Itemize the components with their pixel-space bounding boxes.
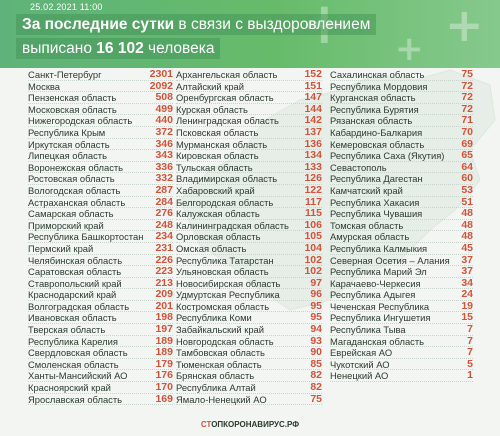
region-name: Республика Бурятия — [330, 103, 419, 115]
region-row — [176, 220, 322, 232]
region-name: Алтайский край — [176, 80, 244, 92]
region-name: Республика Тыва — [330, 324, 406, 336]
recovered-count: 115 — [305, 207, 322, 220]
recovered-count: 53 — [461, 183, 473, 196]
region-name: Брянская область — [176, 370, 255, 382]
recovered-count: 97 — [310, 276, 322, 289]
recovered-count: 189 — [155, 334, 173, 347]
recovered-count: 105 — [304, 230, 322, 243]
region-name: Белгородская область — [176, 196, 274, 208]
region-row — [28, 81, 173, 93]
region-row — [330, 139, 473, 151]
recovered-count: 276 — [155, 207, 173, 220]
recovered-count: 440 — [155, 114, 173, 127]
region-name: Тюменская область — [176, 358, 262, 370]
region-row — [176, 255, 322, 267]
region-row — [176, 324, 322, 336]
region-name: Чукотский АО — [330, 358, 390, 370]
region-name: Республика Карелия — [28, 335, 118, 347]
recovered-count: 7 — [467, 346, 473, 359]
region-row — [330, 289, 473, 301]
region-row — [28, 139, 173, 151]
region-name: Волгоградская область — [28, 300, 130, 312]
recovered-count: 104 — [304, 241, 322, 254]
region-name: Карачаево-Черкесия — [330, 277, 421, 289]
recovered-count: 134 — [304, 149, 322, 162]
region-name: Ненецкий АО — [330, 370, 389, 382]
region-name: Республика Ингушетия — [330, 312, 431, 324]
region-row — [330, 312, 473, 324]
region-row — [28, 336, 173, 348]
recovered-count: 82 — [310, 369, 322, 382]
recovered-count: 122 — [304, 183, 322, 196]
recovered-count: 5 — [467, 357, 473, 370]
regions-column-3 — [330, 69, 473, 382]
region-row — [176, 162, 322, 174]
region-row — [28, 324, 173, 336]
recovered-count: 136 — [304, 137, 322, 150]
region-row — [176, 69, 322, 81]
region-name: Республика Хакасия — [330, 196, 420, 208]
region-row — [176, 266, 322, 278]
recovered-count: 24 — [461, 288, 473, 301]
region-name: Псковская область — [176, 126, 259, 138]
region-row — [28, 347, 173, 359]
regions-column-2 — [176, 69, 322, 405]
region-name: Свердловская область — [28, 347, 128, 359]
recovered-count: 71 — [461, 114, 473, 127]
region-row — [330, 150, 473, 162]
recovered-count: 137 — [304, 125, 322, 138]
recovered-count: 70 — [461, 125, 473, 138]
region-name: Республика Чувашия — [330, 208, 423, 220]
recovered-count: 72 — [461, 91, 473, 104]
recovered-count: 82 — [310, 381, 322, 394]
region-name: Москва — [28, 80, 61, 92]
region-name: Республика Татарстан — [176, 254, 274, 266]
recovered-count: 226 — [155, 253, 173, 266]
region-name: Московская область — [28, 103, 117, 115]
region-row — [176, 185, 322, 197]
region-row — [28, 312, 173, 324]
recovered-count: 147 — [304, 91, 322, 104]
region-name: Самарская область — [28, 208, 114, 220]
region-row — [176, 197, 322, 209]
region-row — [176, 208, 322, 220]
region-name: Республика Адыгея — [330, 289, 416, 301]
recovered-count: 60 — [461, 172, 473, 185]
headline-rest: в связи с выздоровлением — [174, 16, 371, 33]
region-row — [330, 115, 473, 127]
region-name: Санкт-Петербург — [28, 69, 102, 80]
region-row — [28, 197, 173, 209]
recovered-count: 372 — [155, 125, 173, 138]
region-name: Кировская область — [176, 150, 259, 162]
region-row — [330, 243, 473, 255]
region-name: Сахалинская область — [330, 69, 425, 80]
region-row — [176, 370, 322, 382]
footer-logo — [0, 420, 500, 429]
region-name: Республика Калмыкия — [330, 242, 428, 254]
headline-bold: За последние сутки — [22, 16, 175, 33]
region-name: Астраханская область — [28, 196, 126, 208]
recovered-count: 151 — [304, 79, 322, 92]
recovered-count: 45 — [461, 241, 473, 254]
recovered-count: 117 — [305, 195, 322, 208]
region-name: Ивановская область — [28, 312, 117, 324]
recovered-count: 2092 — [149, 79, 173, 92]
recovered-count: 75 — [310, 392, 322, 405]
region-row — [28, 243, 173, 255]
region-name: Калужская область — [176, 208, 260, 220]
region-row — [28, 69, 173, 81]
region-name: Ханты-Мансийский АО — [28, 370, 128, 382]
region-row — [330, 278, 473, 290]
recovered-count: 69 — [461, 137, 473, 150]
recovered-count: 48 — [461, 207, 473, 220]
date-stamp: 25.02.2021 11:00 — [30, 2, 103, 12]
region-name: Севастополь — [330, 161, 387, 173]
region-name: Челябинская область — [28, 254, 123, 266]
region-name: Омская область — [176, 242, 247, 254]
region-name: Удмуртская Республика — [176, 289, 280, 301]
logo-part-1: СТ — [200, 420, 212, 429]
region-row — [176, 150, 322, 162]
recovered-count: 75 — [461, 68, 473, 80]
region-row — [330, 92, 473, 104]
region-row — [176, 301, 322, 313]
region-row — [176, 231, 322, 243]
logo-part-3: КОРОНАВИРУС.РФ — [223, 420, 300, 429]
region-name: Вологодская область — [28, 184, 121, 196]
region-row — [28, 231, 173, 243]
region-name: Новосибирская область — [176, 277, 281, 289]
region-row — [28, 185, 173, 197]
region-name: Смоленская область — [28, 358, 119, 370]
region-name: Ульяновская область — [176, 266, 269, 278]
region-name: Ленинградская область — [176, 115, 279, 127]
recovered-count: 65 — [461, 149, 473, 162]
region-row — [28, 115, 173, 127]
region-name: Пензенская область — [28, 92, 117, 104]
region-row — [330, 255, 473, 267]
logo-part-2: ОП — [211, 420, 224, 429]
recovered-count: 144 — [304, 102, 322, 115]
region-name: Архангельская область — [176, 69, 278, 80]
region-name: Нижегородская область — [28, 115, 133, 127]
recovered-count: 126 — [304, 172, 322, 185]
recovered-count: 7 — [467, 323, 473, 336]
recovered-count: 201 — [155, 299, 173, 312]
region-row — [176, 382, 322, 394]
region-row — [176, 173, 322, 185]
region-row — [176, 347, 322, 359]
recovered-count: 37 — [461, 265, 473, 278]
region-name: Магаданская область — [330, 335, 425, 347]
region-row — [330, 173, 473, 185]
region-row — [28, 173, 173, 185]
recovered-count: 19 — [461, 299, 473, 312]
region-row — [176, 104, 322, 116]
recovered-count: 142 — [304, 114, 322, 127]
region-row — [176, 394, 322, 406]
recovered-count: 1 — [467, 369, 473, 382]
region-name: Ростовская область — [28, 173, 115, 185]
region-row — [330, 336, 473, 348]
plus-decoration-icon: + — [395, 29, 424, 68]
region-name: Чеченская Республика — [330, 300, 430, 312]
recovered-count: 102 — [304, 265, 322, 278]
region-row — [28, 278, 173, 290]
recovered-count: 179 — [155, 357, 173, 370]
headline-line-1 — [16, 14, 376, 35]
region-row — [330, 347, 473, 359]
recovered-count: 34 — [461, 276, 473, 289]
region-row — [330, 197, 473, 209]
recovered-count: 499 — [155, 102, 173, 115]
recovered-count: 94 — [310, 323, 322, 336]
region-row — [330, 324, 473, 336]
region-name: Новгородская область — [176, 335, 274, 347]
region-name: Воронежская область — [28, 161, 124, 173]
region-name: Владимирская область — [176, 173, 278, 185]
recovered-count: 343 — [155, 149, 173, 162]
region-name: Саратовская область — [28, 266, 122, 278]
recovered-count: 106 — [304, 218, 322, 231]
region-row — [176, 336, 322, 348]
region-name: Мурманская область — [176, 138, 268, 150]
recovered-count: 234 — [155, 230, 173, 243]
region-row — [330, 220, 473, 232]
region-name: Еврейская АО — [330, 347, 393, 359]
region-name: Хабаровский край — [176, 184, 255, 196]
region-row — [28, 220, 173, 232]
region-name: Республика Дагестан — [330, 173, 423, 185]
recovered-count: 48 — [461, 230, 473, 243]
region-name: Республика Башкортостан — [28, 231, 144, 243]
region-row — [28, 370, 173, 382]
recovered-count: 332 — [155, 172, 173, 185]
region-row — [330, 208, 473, 220]
recovered-count: 223 — [155, 265, 173, 278]
region-row — [176, 289, 322, 301]
region-name: Ставропольский край — [28, 277, 122, 289]
recovered-count: 508 — [155, 91, 173, 104]
recovered-count: 133 — [304, 160, 322, 173]
headline-pre: выписано — [22, 40, 97, 57]
headline-number: 16 102 — [96, 40, 144, 57]
region-row — [28, 394, 173, 406]
regions-column-1 — [28, 69, 173, 405]
recovered-count: 248 — [155, 218, 173, 231]
recovered-count: 346 — [155, 137, 173, 150]
recovered-count: 284 — [155, 195, 173, 208]
region-row — [28, 266, 173, 278]
region-name: Кабардино-Балкария — [330, 126, 423, 138]
region-row — [330, 104, 473, 116]
recovered-count: 197 — [155, 323, 173, 336]
recovered-count: 37 — [461, 253, 473, 266]
recovered-count: 198 — [155, 311, 173, 324]
region-row — [330, 162, 473, 174]
region-row — [28, 359, 173, 371]
recovered-count: 213 — [155, 276, 173, 289]
region-name: Ямало-Ненецкий АО — [176, 393, 267, 405]
recovered-count: 176 — [155, 369, 173, 382]
region-row — [28, 289, 173, 301]
region-row — [28, 150, 173, 162]
region-name: Амурская область — [330, 231, 410, 243]
region-name: Красноярский край — [28, 382, 111, 394]
plus-decoration-icon: + — [445, 0, 484, 52]
recovered-count: 90 — [310, 346, 322, 359]
recovered-count: 336 — [155, 160, 173, 173]
recovered-count: 231 — [155, 241, 173, 254]
recovered-count: 95 — [310, 299, 322, 312]
region-row — [330, 370, 473, 382]
region-name: Северная Осетия – Алания — [330, 254, 450, 266]
region-row — [28, 127, 173, 139]
recovered-count: 15 — [461, 311, 473, 324]
headline — [16, 14, 376, 62]
region-row — [176, 92, 322, 104]
region-row — [28, 255, 173, 267]
region-row — [176, 139, 322, 151]
region-name: Приморский край — [28, 219, 104, 231]
region-name: Кемеровская область — [330, 138, 425, 150]
region-name: Орловская область — [176, 231, 261, 243]
recovered-count: 64 — [461, 160, 473, 173]
region-row — [176, 312, 322, 324]
region-name: Тульская область — [176, 161, 253, 173]
region-row — [28, 162, 173, 174]
region-row — [330, 81, 473, 93]
recovered-count: 7 — [467, 334, 473, 347]
region-row — [28, 382, 173, 394]
region-name: Костромская область — [176, 300, 270, 312]
recovered-count: 287 — [155, 183, 173, 196]
region-row — [330, 359, 473, 371]
region-name: Республика Алтай — [176, 382, 256, 394]
region-name: Липецкая область — [28, 150, 107, 162]
region-row — [330, 69, 473, 81]
region-row — [28, 208, 173, 220]
region-row — [28, 92, 173, 104]
region-row — [176, 359, 322, 371]
region-name: Республика Крым — [28, 126, 106, 138]
region-row — [176, 243, 322, 255]
recovered-count: 95 — [310, 311, 322, 324]
headline-post: человека — [143, 40, 215, 57]
region-name: Камчатский край — [330, 184, 403, 196]
region-name: Республика Коми — [176, 312, 252, 324]
region-row — [176, 278, 322, 290]
recovered-count: 169 — [155, 392, 173, 405]
region-name: Республика Марий Эл — [330, 266, 427, 278]
header-banner — [0, 0, 500, 68]
recovered-count: 170 — [155, 381, 173, 394]
region-name: Тамбовская область — [176, 347, 265, 359]
headline-line-2 — [16, 38, 220, 59]
region-name: Ярославская область — [28, 393, 123, 405]
region-name: Забайкальский край — [176, 324, 264, 336]
region-name: Томская область — [330, 219, 404, 231]
region-row — [330, 231, 473, 243]
region-name: Рязанская область — [330, 115, 413, 127]
recovered-count: 48 — [461, 218, 473, 231]
recovered-count: 189 — [155, 346, 173, 359]
region-row — [330, 266, 473, 278]
region-name: Республика Мордовия — [330, 80, 428, 92]
recovered-count: 102 — [304, 253, 322, 266]
recovered-count: 209 — [155, 288, 173, 301]
region-row — [176, 81, 322, 93]
region-name: Оренбургская область — [176, 92, 274, 104]
recovered-count: 51 — [461, 195, 473, 208]
region-row — [176, 115, 322, 127]
region-name: Пермский край — [28, 242, 94, 254]
recovered-count: 72 — [461, 102, 473, 115]
recovered-count: 96 — [310, 288, 322, 301]
region-name: Краснодарский край — [28, 289, 117, 301]
recovered-count: 72 — [461, 79, 473, 92]
region-name: Тверская область — [28, 324, 106, 336]
recovered-count: 93 — [310, 334, 322, 347]
region-row — [28, 104, 173, 116]
region-row — [330, 301, 473, 313]
region-name: Курганская область — [330, 92, 416, 104]
region-name: Иркутская область — [28, 138, 110, 150]
region-name: Калининградская область — [176, 219, 289, 231]
region-row — [330, 185, 473, 197]
region-name: Республика Саха (Якутия) — [330, 150, 445, 162]
recovered-count: 2301 — [149, 68, 173, 80]
region-row — [330, 127, 473, 139]
recovered-count: 85 — [310, 357, 322, 370]
region-row — [176, 127, 322, 139]
recovered-count: 152 — [304, 68, 322, 80]
region-name: Курская область — [176, 103, 248, 115]
region-row — [28, 301, 173, 313]
